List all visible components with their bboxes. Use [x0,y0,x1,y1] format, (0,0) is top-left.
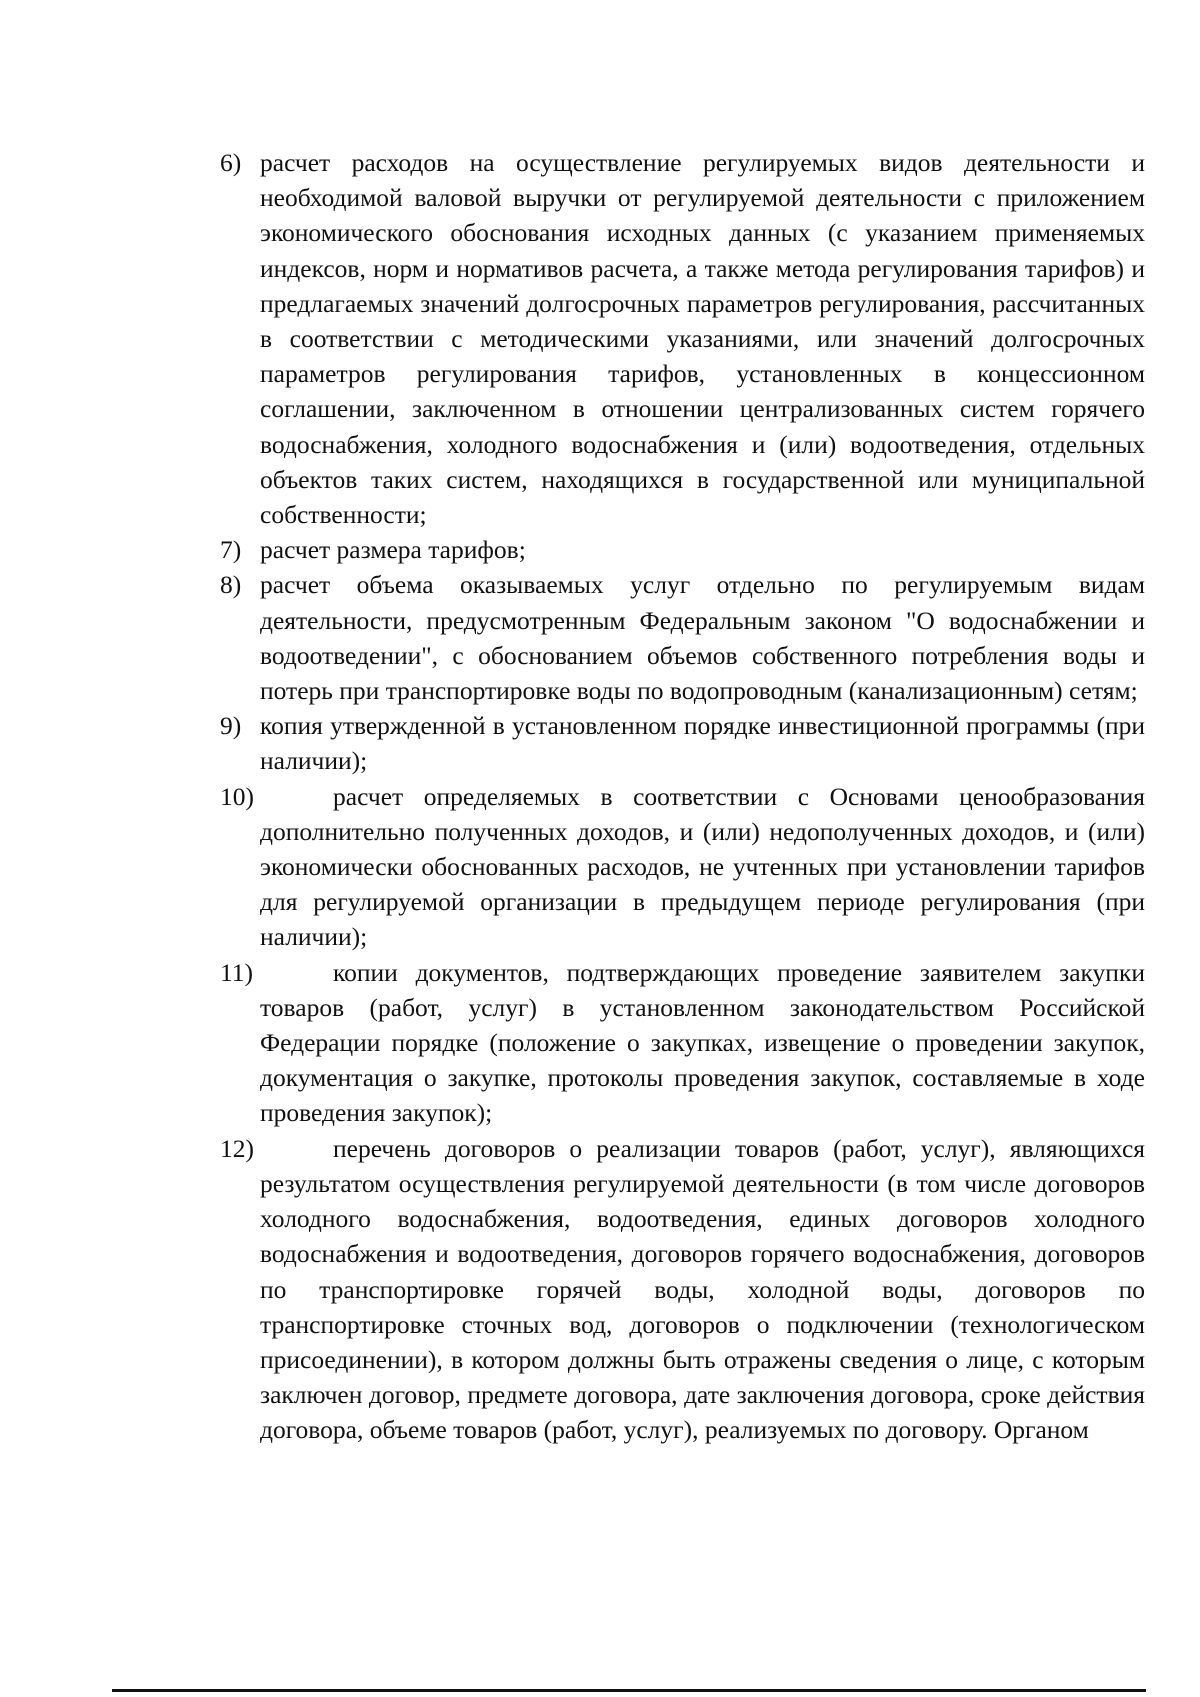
document-body [220,145,1145,1448]
item-text: расчет размера тарифов; [260,535,526,565]
item-text: расчет расходов на осуществление регулируемых видов деятельности и необходимой валовой выручки от регулируемой деятельности с приложением экономического обоснования исходных данных (с указанием применяемых индексов, норм и нормативов расчета, а также метода регулирования тарифов) и предлагаемых значений долгосрочных параметров регулирования, рассчитанных в соответствии с методическими указаниями, или значений долгосрочных параметров регулирования тарифов, установленных в концессионном соглашении, заключенном в отношении централизованных систем горячего водоснабжения, холодного водоснабжения и (или) водоотведения, отдельных объектов таких систем, находящихся в государственной или муниципальной собственности; [260,148,1145,530]
list-item [220,532,1145,567]
list-item [220,567,1145,708]
list-item [220,145,1145,532]
item-text: копия утвержденной в установленном порядке инвестиционной программы (при наличии); [260,711,1145,776]
list-item [220,955,1145,1131]
item-number: 10) [220,781,254,811]
item-number: 11) [220,957,254,987]
item-number: 7) [220,535,242,565]
list-item [220,708,1145,778]
item-number: 6) [220,148,242,177]
item-text: расчет объема оказываемых услуг отдельно по регулируемым видам деятельности, предусмотренным Федеральным законом "О водоснабжении и водоотведении", с обоснованием объемов собственного потребления воды и потерь при транспортировке воды по водопроводным (канализационным) сетям; [260,570,1145,706]
item-number: 12) [220,1133,254,1163]
item-number: 9) [220,711,242,741]
list-item [220,1131,1145,1448]
item-text: копии документов, подтверждающих проведение заявителем закупки товаров (работ, услуг) в установленном законодательством Российской Федерации порядке (положение о закупках, извещение о проведении закупок, документация о закупке, протоколы проведения закупок, составляемые в ходе проведения закупок); [260,957,1145,1128]
bottom-divider [112,1689,1146,1692]
item-text: расчет определяемых в соответствии с Основами ценообразования дополнительно полученных доходов, и (или) недополученных доходов, и (или) экономически обоснованных расходов, не учтенных при установлении тарифов для регулируемой организации в предыдущем периоде регулирования (при наличии); [260,781,1145,952]
item-number: 8) [220,570,242,600]
item-text: перечень договоров о реализации товаров (работ, услуг), являющихся результатом осуществления регулируемой деятельности (в том числе договоров холодного водоснабжения, водоотведения, единых договоров холодного водоснабжения и водоотведения, договоров горячего водоснабжения, договоров по транспортировке горячей воды, холодной воды, договоров по транспортировке сточных вод, договоров о подключении (технологическом присоединении), в котором должны быть отражены сведения о лице, с которым заключен договор, предмете договора, дате заключения договора, сроке действия договора, объеме товаров (работ, услуг), реализуемых по договору. Органом [260,1133,1145,1445]
list-item [220,779,1145,955]
